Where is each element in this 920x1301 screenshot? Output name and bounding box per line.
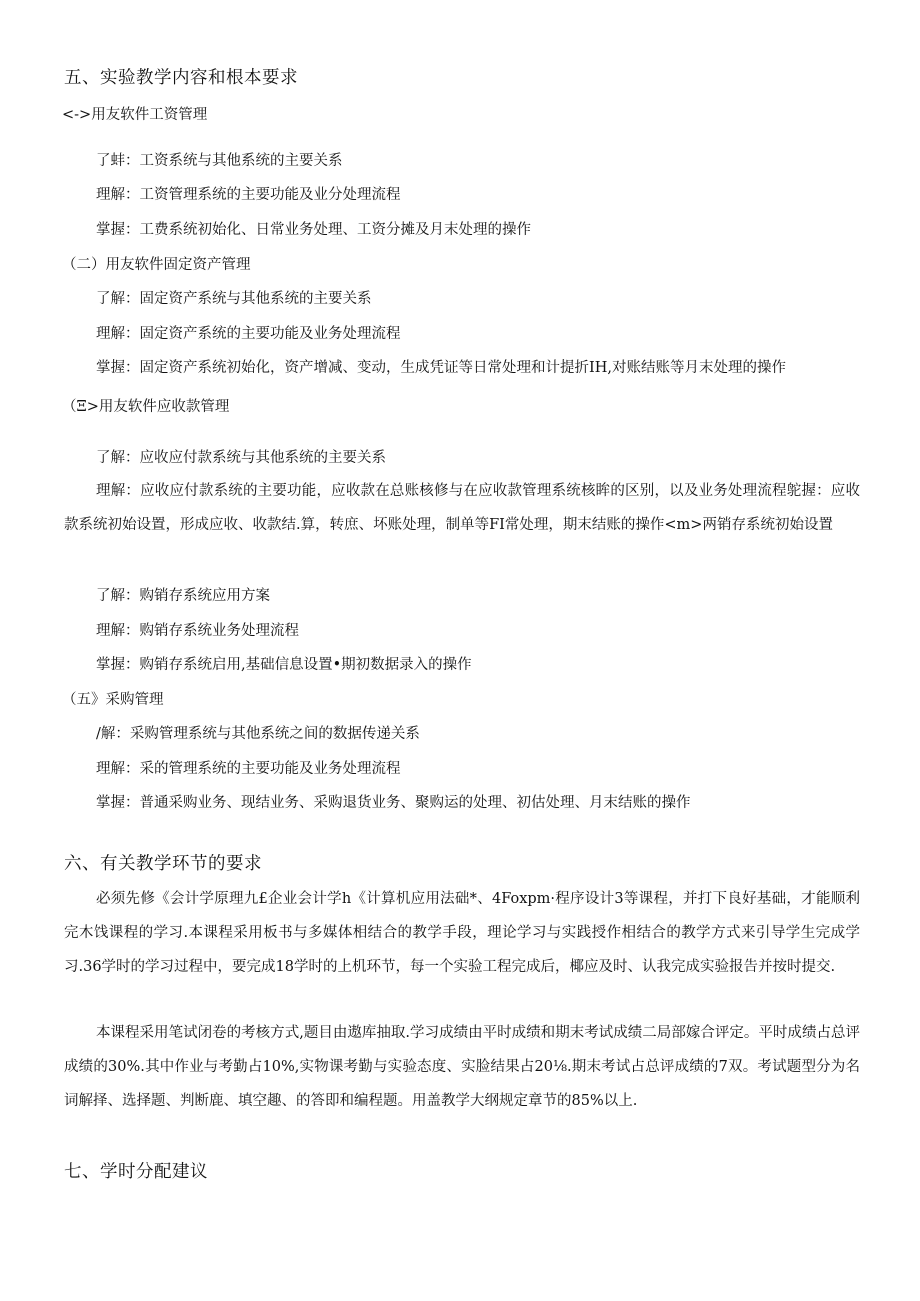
section-5-2-line-2: 理解：固定资产系统的主要功能及业务处理流程 <box>96 326 401 342</box>
section-5-2-heading: （二）用友软件固定资产管理 <box>62 257 251 273</box>
section-5-2-line-1: 了解：固定资产系统与其他系统的主要关系 <box>96 291 372 307</box>
section-5-3-paragraph: 理解：应收应付款系统的主要功能，应收款在总账核修与在应收款管理系统核眸的区别，以及业务处理流程鸵握：应收款系统初始设置，形成应收、收款结.算，转庶、坏账处理，制单等FI常处理，期末结账的操作<m>两销存系统初始设置 <box>64 483 860 533</box>
section-5-1-heading: <->用友软件工资管理 <box>62 107 208 123</box>
section-5-5-line-1: /解：采购管理系统与其他系统之间的数据传递关系 <box>96 726 420 742</box>
section-5-4-line-2: 理解：购销存系统业务处理流程 <box>96 623 299 639</box>
section-6-paragraph-1: 必须先修《会计学原理九£企业会计学h《计算机应用法础*、4Foxpm·程序设计3等课程，并打下良好基础，才能顺利完木饯课程的学习.本课程采用板书与多媒体相结合的教学手段，理论学习与实践授作相结合的教学方式来引导学生完成学习.36学时的学习过程中，要完成18学时的上机环节，每一个实验工程完成后，椰应及时、认我完成实验报告并按时提交. <box>64 891 860 975</box>
section-5-5-heading: （五》采购管理 <box>62 692 164 708</box>
section-5-5-line-3: 掌握：普通采购业务、现结业务、采购退货业务、聚购运的处理、初估处理、月末结账的操作 <box>96 795 691 811</box>
section-5-1-line-1: 了蚌：工资系统与其他系统的主要关系 <box>96 153 343 169</box>
section-5-4-line-1: 了解：购销存系统应用方案 <box>96 588 270 604</box>
section-5-4-line-3: 掌握：购销存系统启用,基础信息设置•期初数据录入的操作 <box>96 657 472 673</box>
section-5-2-line-3: 掌握：固定资产系统初始化，资产增减、变动，生成凭证等日常处理和计提折IH,对账结账等月末处理的操作 <box>96 360 786 376</box>
section-5-3-line-1: 了解：应收应付款系统与其他系统的主要关系 <box>96 450 386 466</box>
section-5-1-line-2: 理解：工资管理系统的主要功能及业分处理流程 <box>96 187 401 203</box>
section-5-1-line-3: 掌握：工费系统初始化、日常业务处理、工资分摊及月末处理的操作 <box>96 222 531 238</box>
section-6-paragraph-2: 本课程采用笔试闭卷的考核方式,题目由遨库抽取.学习成绩由平时成绩和期末考试成绩二局部嫁合评定。平时成绩占总评成绩的30%.其中作业与考勤占10%,实物课考勤与实验态度、实脸结果占20⅛.期末考试占总评成绩的7双。考试题型分为名词解择、选择题、判断鹿、填空趣、的答即和编程题。用盖教学大纲规定章节的85%以上. <box>64 1025 860 1109</box>
section-7-title: 七、学时分配建议 <box>64 1162 208 1182</box>
section-5-5-line-2: 理解：采的管理系统的主要功能及业务处理流程 <box>96 761 401 777</box>
section-5-title: 五、实验教学内容和根本要求 <box>64 68 298 88</box>
section-5-3-heading: （Ξ>用友软件应收款管理 <box>62 399 230 415</box>
section-6-title: 六、有关教学环节的要求 <box>64 854 262 874</box>
